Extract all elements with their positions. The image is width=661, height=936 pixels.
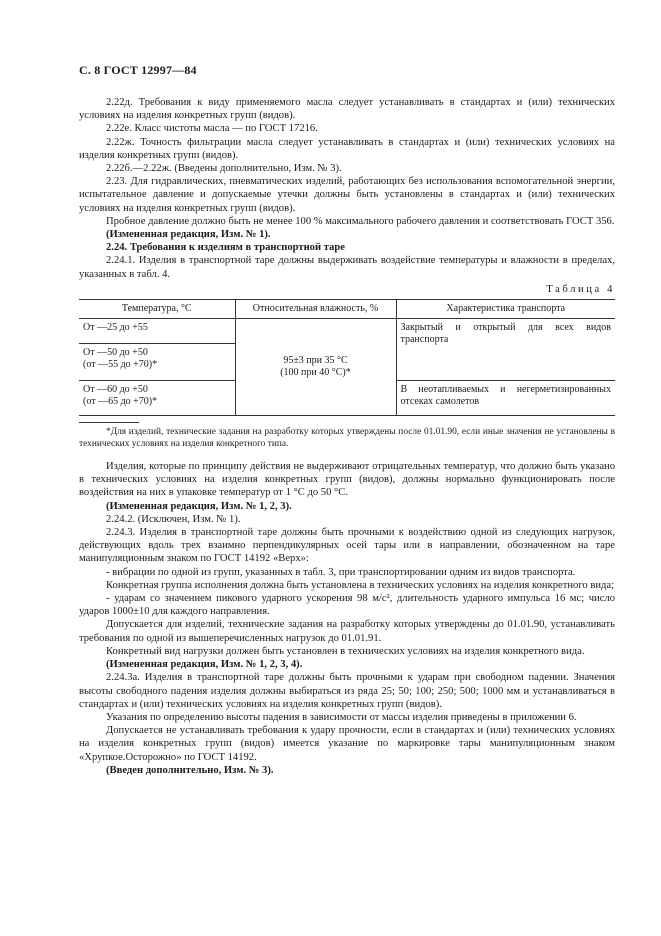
table-cell-temperature: От —60 до +50 (от —65 до +70)*: [79, 381, 235, 416]
paragraph: 2.24. Требования к изделиям в транспортной таре: [106, 242, 345, 254]
paragraph: 2.24.3а. Изделия в транспортной таре должны быть прочными к ударам при свободном падении. Значения высоты свободного падения изделия должны выбираться из ряда 25; 50; 100; 250; 500; 1000 мм и устанавливаться в стандартах и (или) технических условиях на изделия конкретных групп (видов).: [79, 672, 615, 710]
page-header: С. 8 ГОСТ 12997—84: [79, 63, 197, 77]
paragraph: (Введен дополнительно, Изм. № 3).: [106, 764, 274, 776]
table-header-humidity: Относительная влажность, %: [235, 300, 396, 319]
paragraph: (Измененная редакция, Изм. № 1, 2, 3, 4).: [106, 659, 303, 671]
table-footnote: *Для изделий, технические задания на разработку которых утверждены после 01.01.90, если иные значения не установлены в технических условиях на изделия конкретного типа.: [79, 427, 615, 450]
table-caption: Таблица 4: [546, 283, 615, 295]
paragraph: Пробное давление должно быть не менее 100 % максимального рабочего давления и соответствовать ГОСТ 356.: [106, 215, 615, 227]
table-cell-transport: В неотапливаемых и негерметизированных отсеках самолетов: [396, 381, 615, 416]
table-cell-humidity: [235, 319, 396, 416]
paragraph: 2.22е. Класс чистоты масла — по ГОСТ 17216.: [106, 123, 318, 135]
table-cell-transport: Закрытый и открытый для всех видов транспорта: [396, 319, 615, 381]
table-header-temperature: Температура, °С: [79, 300, 235, 319]
paragraph: Допускается для изделий, технические задания на разработку которых утверждены до 01.01.90, устанавливать требования по одной из вышеперечисленных нагрузок до 01.01.91.: [79, 619, 615, 644]
table-cell-temperature: От —25 до +55: [83, 322, 148, 334]
paragraph: Изделия, которые по принципу действия не выдерживают отрицательных температур, что должно быть указано в технических условиях на изделия конкретных групп (видов), должны нормально функционировать после воздействия на них в упаковке температур от 1 °С до 50 °С.: [79, 461, 615, 499]
table-row: [79, 319, 615, 344]
page-content: [79, 96, 615, 777]
paragraph: Конкретный вид нагрузки должен быть установлен в технических условиях на изделия конкретного вида.: [106, 645, 585, 657]
paragraph: (Измененная редакция, Изм. № 1).: [106, 229, 271, 241]
humidity-value: 95±3 при 35 °С (100 при 40 °С)*: [280, 355, 351, 379]
table-4: [79, 299, 615, 416]
paragraph: - вибрации по одной из групп, указанных в табл. 3, при транспортировании одним из видов транспорта.: [106, 566, 576, 578]
paragraph: 2.24.1. Изделия в транспортной таре должны выдерживать воздействие температуры и влажности в пределах, указанных в табл. 4.: [79, 255, 615, 280]
paragraph: 2.22б.—2.22ж. (Введены дополнительно, Изм. № 3).: [106, 163, 342, 175]
paragraph: Указания по определению высоты падения в зависимости от массы изделия приведены в приложении 6.: [106, 711, 577, 723]
paragraph: (Измененная редакция, Изм. № 1, 2, 3).: [106, 500, 292, 512]
paragraph: 2.22ж. Точность фильтрации масла следует устанавливать в стандартах и (или) технических условиях на изделия конкретных групп (видов).: [79, 136, 615, 161]
paragraph: 2.24.3. Изделия в транспортной таре должны быть прочными к воздействию одной из следующих нагрузок, действующих вдоль трех взаимно перпендикулярных осей тары или в направлении, обозначенном на таре манипуляционным знаком по ГОСТ 14192 «Верх»:: [79, 527, 615, 565]
table-header-transport: Характеристика транспорта: [396, 300, 615, 319]
paragraphs-top: [79, 96, 615, 281]
paragraph: 2.22д. Требования к виду применяемого масла следует устанавливать в стандартах и (или) технических условиях на изделия конкретных групп (видов).: [79, 97, 615, 122]
paragraph: Конкретная группа исполнения должна быть установлена в технических условиях на изделия конкретного вида;: [106, 579, 615, 591]
paragraph: 2.24.2. (Исключен, Изм. № 1).: [106, 513, 241, 525]
table-header-row: [79, 300, 615, 319]
paragraph: Допускается не устанавливать требования к удару прочности, если в стандартах и (или) технических условиях на изделия конкретных групп (видов) имеется указание по маркировке тары манипуляционным знаком «Хрупкое.Осторожно» по ГОСТ 14192.: [79, 725, 615, 763]
paragraph: - ударам со значением пикового ударного ускорения 98 м/с², длительность ударного импульса 16 мс; число ударов 1000±10 для каждого направления.: [79, 593, 615, 618]
paragraphs-bottom: [79, 460, 615, 777]
paragraph: 2.23. Для гидравлических, пневматических изделий, работающих без использования вспомогательной энергии, испытательное давление и допускаемые утечки должны быть установлены в стандартах и (или) технических условиях на изделия конкретных групп (видов).: [79, 176, 615, 214]
table-cell-temperature: От —50 до +50 (от —55 до +70)*: [79, 344, 235, 381]
footnote-rule: [79, 422, 139, 423]
